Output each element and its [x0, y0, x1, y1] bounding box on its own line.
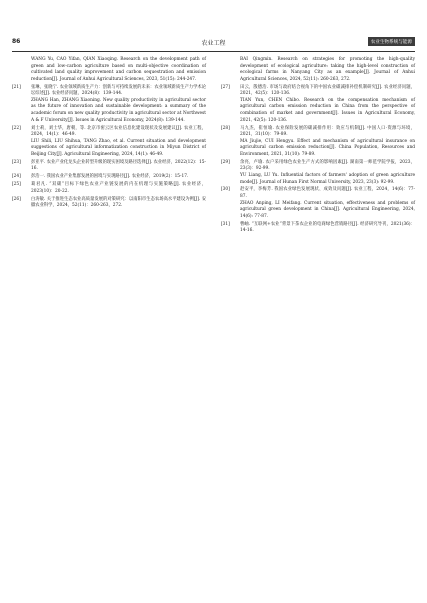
reference-number: [24]	[12, 174, 21, 180]
page-header	[12, 38, 415, 50]
reference-number: [30]	[221, 187, 230, 193]
reference-entry	[12, 197, 206, 210]
reference-text: 刘士莉，刘士华，唐朝，等. 北京市密云区农业信息化建设现状及发展建议[J]. 农业工程，2024，14(1)：46-49.	[31, 125, 206, 138]
reference-text: ZHANG Han, ZHANG Xiaoning. New quality productivity in agricultural sector as the future of innovation and sustainable development: a summary of the academic forum on new quality productivity in agricultural sector at Northwest A & F University[J]. Issues in Agricultural Economy, 2024(8): 139-144.	[31, 97, 206, 123]
reference-text: ZHAO Anping, LI Meifang. Current situation, effectiveness and problems of agricultural green development in China[J]. Agricultural Engineering, 2024, 14(6): 77-87.	[240, 200, 415, 219]
reference-entry	[12, 57, 206, 83]
reference-number: [31]	[221, 221, 230, 227]
reference-text: 张琳，张晓宁. 农业领域新质生产力：创新与可持续发展的未来：农业领域新质生产力学术论坛综述[J]. 农业经济问题，2024(8)：139-144.	[31, 84, 206, 97]
reference-text: LIU Shili, LIU Shihua, TANG Zhao, et al. Current situation and development suggestions of agricultural informatization construction in Miyun District of Beijing City[J]. Agricultural Engineering, 2024, 14(1): 46-49.	[31, 138, 206, 157]
reference-text: YU Liang, LU Yu. Influential factors of farmers' adoption of green agriculture mode[J]. Journal of Hunan First Normal University, 2023, 23(3): 92-99.	[240, 172, 415, 185]
reference-entry	[12, 174, 206, 181]
reference-text: WANG Yu, CAO Yifan, QIAN Xiaoqing. Research on the development path of green and low-carbon agriculture based on multi-objective coordination of cultivated land quality improvement and carbon sequestration and emission reduction[J]. Journal of Anhui Agricultural Sciences, 2023, 51(15): 244-247.	[31, 57, 206, 82]
reference-entry	[221, 222, 415, 235]
reference-text: 白涛敏. 关于推进生态农业高质量发展的对策研究：以南阳市生态农场高水平建设为例[J]. 安徽农业科学，2024，52(11)：260-263，272.	[31, 196, 206, 209]
reference-text: 葛君凡. “双碳”目标下绿色农业产业链发展的内在机理与实施策略[J]. 农业经济，2023(10)：20-22.	[31, 182, 206, 194]
reference-text: 马九杰，崔恒瑜. 农业保险发展的碳减排作用：效应与机制[J]. 中国人口·资源与环境，2021，31(10)：79-89.	[240, 125, 415, 138]
reference-number: [21]	[12, 84, 21, 90]
reference-number: [22]	[12, 125, 21, 131]
reference-text: 彭浩一. 我国农业产业集群发展的困境与实现路径[J]. 农业经济，2019(2)：15-17.	[31, 174, 189, 180]
section-badge: 农业生物系统与能源	[368, 37, 415, 46]
reference-entry	[12, 85, 206, 125]
reference-column-right	[221, 57, 415, 236]
reference-text: 余亮，卢瑜. 农户采用绿色农业生产方式的影响因素[J]. 湖南第一师范学院学报，2023，23(3)：92-99.	[240, 159, 415, 172]
reference-entry	[221, 85, 415, 125]
reference-text: TIAN Yun, CHEN Chibo. Research on the compensation mechanism of agricultural carbon emission reduction in China from the perspective of combination of market and government[J]. Issues in Agricultural Economy, 2021, 42(5): 120-136.	[240, 97, 415, 123]
reference-number: [27]	[221, 84, 230, 90]
reference-entry	[221, 126, 415, 159]
reference-entry	[12, 126, 206, 159]
reference-text: MA Jiujie, CUI Hengyu. Effect and mechanism of agricultural insurance on agricultural carbon emission reduction[J]. China Population, Resources and Environment, 2021, 31(10): 79-89.	[240, 138, 415, 157]
header-rule	[12, 51, 415, 52]
reference-text: 曹岫. “互联网+农业”背景下茶农企业的电商绿色营销路径[J]. 经济研究导刊，2021(36)：14-16.	[240, 221, 415, 234]
reference-number: [29]	[221, 159, 230, 165]
reference-text: 田云，殷德浩. 市场与政府结合视角下的中国农业碳减排补偿机制研究[J]. 农业经济问题，2021，42(5)：120-136.	[240, 84, 415, 97]
reference-number: [23]	[12, 159, 21, 165]
reference-number: [28]	[221, 125, 230, 131]
journal-name: 农业工程	[201, 40, 226, 47]
reference-number: [26]	[12, 196, 21, 202]
reference-number: [25]	[12, 182, 21, 188]
reference-entry	[12, 182, 206, 195]
reference-column-left	[12, 57, 206, 211]
reference-text: BAI Qingmin. Research on strategies for promoting the high-quality development of ecological agriculture: taking the high-level construction of ecological farms in Nanyang City as an example[J]. Journal of Anhui Agricultural Sciences, 2024, 52(11): 260-263, 272.	[240, 57, 415, 82]
reference-entry	[221, 160, 415, 186]
reference-entry	[221, 187, 415, 220]
reference-text: 赵安平，李梅芳. 我国农业绿色发展现状、成效及问题[J]. 农业工程，2024，14(6)：77-87.	[240, 187, 415, 200]
reference-text: 彭亚平. 农业产业化龙头企业转型升级的现实困境及路径选择[J]. 农业经济，2022(12)：15-16.	[31, 159, 206, 172]
reference-entry	[12, 160, 206, 173]
reference-entry	[221, 57, 415, 83]
page-number: 86	[12, 38, 21, 45]
